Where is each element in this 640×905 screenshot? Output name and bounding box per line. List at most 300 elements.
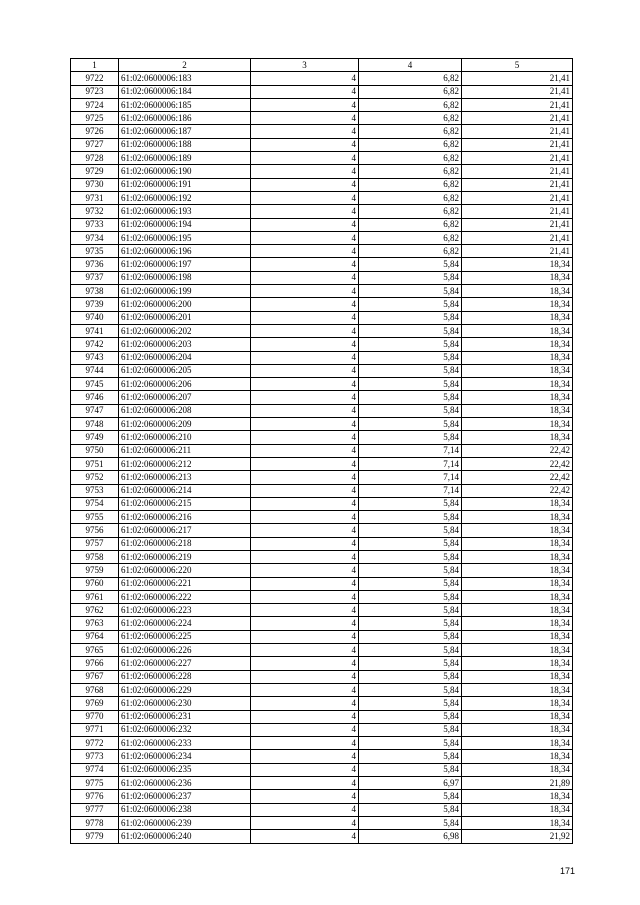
table-cell: 4 xyxy=(251,803,359,816)
table-cell: 4 xyxy=(251,683,359,696)
table-cell: 9722 xyxy=(71,72,119,85)
table-cell: 9730 xyxy=(71,178,119,191)
table-cell: 61:02:0600006:232 xyxy=(119,723,251,736)
table-cell: 61:02:0600006:198 xyxy=(119,271,251,284)
table-row xyxy=(71,338,573,351)
column-header-3: 3 xyxy=(251,59,359,72)
table-cell: 9735 xyxy=(71,245,119,258)
table-cell: 5,84 xyxy=(359,364,462,377)
table-cell: 7,14 xyxy=(359,484,462,497)
table-body xyxy=(71,72,573,843)
table-cell: 22,42 xyxy=(462,457,573,470)
table-cell: 7,14 xyxy=(359,444,462,457)
table-cell: 6,98 xyxy=(359,830,462,843)
table-row xyxy=(71,710,573,723)
table-cell: 9747 xyxy=(71,404,119,417)
table-cell: 9751 xyxy=(71,457,119,470)
table-cell: 6,82 xyxy=(359,218,462,231)
table-cell: 21,41 xyxy=(462,218,573,231)
table-row xyxy=(71,351,573,364)
table-cell: 5,84 xyxy=(359,670,462,683)
table-cell: 18,34 xyxy=(462,511,573,524)
table-cell: 61:02:0600006:207 xyxy=(119,391,251,404)
table-cell: 61:02:0600006:200 xyxy=(119,298,251,311)
table-row xyxy=(71,683,573,696)
table-cell: 9778 xyxy=(71,816,119,829)
table-cell: 18,34 xyxy=(462,351,573,364)
table-cell: 18,34 xyxy=(462,378,573,391)
table-cell: 4 xyxy=(251,218,359,231)
table-cell: 61:02:0600006:217 xyxy=(119,524,251,537)
table-cell: 4 xyxy=(251,697,359,710)
table-row xyxy=(71,737,573,750)
table-cell: 6,97 xyxy=(359,777,462,790)
table-cell: 9761 xyxy=(71,590,119,603)
table-cell: 9727 xyxy=(71,138,119,151)
table-cell: 9746 xyxy=(71,391,119,404)
table-cell: 61:02:0600006:240 xyxy=(119,830,251,843)
table-row xyxy=(71,524,573,537)
table-cell: 9740 xyxy=(71,311,119,324)
table-cell: 7,14 xyxy=(359,471,462,484)
table-cell: 61:02:0600006:212 xyxy=(119,457,251,470)
table-row xyxy=(71,178,573,191)
table-cell: 5,84 xyxy=(359,630,462,643)
table-cell: 5,84 xyxy=(359,258,462,271)
table-cell: 4 xyxy=(251,285,359,298)
table-cell: 9767 xyxy=(71,670,119,683)
table-cell: 5,84 xyxy=(359,351,462,364)
table-cell: 4 xyxy=(251,125,359,138)
table-cell: 18,34 xyxy=(462,697,573,710)
table-cell: 18,34 xyxy=(462,644,573,657)
table-cell: 22,42 xyxy=(462,484,573,497)
table-row xyxy=(71,471,573,484)
table-cell: 61:02:0600006:197 xyxy=(119,258,251,271)
table-row xyxy=(71,138,573,151)
table-cell: 4 xyxy=(251,630,359,643)
table-cell: 18,34 xyxy=(462,364,573,377)
table-cell: 9726 xyxy=(71,125,119,138)
table-cell: 4 xyxy=(251,404,359,417)
table-cell: 9758 xyxy=(71,550,119,563)
table-cell: 5,84 xyxy=(359,298,462,311)
table-cell: 6,82 xyxy=(359,205,462,218)
table-cell: 61:02:0600006:231 xyxy=(119,710,251,723)
table-cell: 4 xyxy=(251,245,359,258)
table-cell: 61:02:0600006:213 xyxy=(119,471,251,484)
table-cell: 4 xyxy=(251,564,359,577)
table-cell: 4 xyxy=(251,72,359,85)
table-cell: 61:02:0600006:194 xyxy=(119,218,251,231)
table-cell: 18,34 xyxy=(462,683,573,696)
table-cell: 9774 xyxy=(71,763,119,776)
table-cell: 6,82 xyxy=(359,178,462,191)
table-cell: 9734 xyxy=(71,231,119,244)
table-cell: 4 xyxy=(251,431,359,444)
table-cell: 18,34 xyxy=(462,617,573,630)
table-cell: 4 xyxy=(251,550,359,563)
table-cell: 61:02:0600006:196 xyxy=(119,245,251,258)
table-cell: 6,82 xyxy=(359,125,462,138)
table-cell: 61:02:0600006:206 xyxy=(119,378,251,391)
table-cell: 21,41 xyxy=(462,138,573,151)
table-cell: 18,34 xyxy=(462,763,573,776)
table-cell: 5,84 xyxy=(359,710,462,723)
table-cell: 9729 xyxy=(71,165,119,178)
table-cell: 18,34 xyxy=(462,590,573,603)
table-cell: 4 xyxy=(251,710,359,723)
table-cell: 5,84 xyxy=(359,697,462,710)
table-cell: 9756 xyxy=(71,524,119,537)
table-row xyxy=(71,112,573,125)
table-row xyxy=(71,364,573,377)
table-cell: 9750 xyxy=(71,444,119,457)
table-cell: 9753 xyxy=(71,484,119,497)
table-row xyxy=(71,617,573,630)
table-cell: 22,42 xyxy=(462,471,573,484)
table-cell: 6,82 xyxy=(359,191,462,204)
table-cell: 5,84 xyxy=(359,418,462,431)
table-cell: 61:02:0600006:209 xyxy=(119,418,251,431)
table-row xyxy=(71,777,573,790)
table-cell: 18,34 xyxy=(462,803,573,816)
table-row xyxy=(71,604,573,617)
table-cell: 9764 xyxy=(71,630,119,643)
table-cell: 61:02:0600006:214 xyxy=(119,484,251,497)
table-row xyxy=(71,537,573,550)
table-cell: 5,84 xyxy=(359,431,462,444)
table-cell: 18,34 xyxy=(462,271,573,284)
page-number: 171 xyxy=(560,866,576,876)
table-cell: 4 xyxy=(251,298,359,311)
table-cell: 9728 xyxy=(71,152,119,165)
table-cell: 6,82 xyxy=(359,112,462,125)
table-cell: 61:02:0600006:193 xyxy=(119,205,251,218)
table-cell: 18,34 xyxy=(462,524,573,537)
table-cell: 4 xyxy=(251,537,359,550)
table-cell: 21,41 xyxy=(462,152,573,165)
table-cell: 4 xyxy=(251,670,359,683)
table-cell: 4 xyxy=(251,577,359,590)
table-cell: 61:02:0600006:236 xyxy=(119,777,251,790)
table-cell: 9772 xyxy=(71,737,119,750)
table-cell: 5,84 xyxy=(359,604,462,617)
table-cell: 4 xyxy=(251,750,359,763)
table-cell: 61:02:0600006:239 xyxy=(119,816,251,829)
table-cell: 61:02:0600006:205 xyxy=(119,364,251,377)
table-cell: 5,84 xyxy=(359,723,462,736)
table-cell: 9732 xyxy=(71,205,119,218)
table-row xyxy=(71,790,573,803)
table-cell: 6,82 xyxy=(359,165,462,178)
table-cell: 61:02:0600006:202 xyxy=(119,324,251,337)
table-cell: 4 xyxy=(251,790,359,803)
table-cell: 4 xyxy=(251,98,359,111)
table-row xyxy=(71,497,573,510)
table-cell: 4 xyxy=(251,152,359,165)
table-cell: 9736 xyxy=(71,258,119,271)
table-cell: 4 xyxy=(251,471,359,484)
table-cell: 18,34 xyxy=(462,790,573,803)
table-cell: 61:02:0600006:204 xyxy=(119,351,251,364)
table-row xyxy=(71,218,573,231)
table-cell: 18,34 xyxy=(462,750,573,763)
table-cell: 21,41 xyxy=(462,231,573,244)
table-cell: 61:02:0600006:189 xyxy=(119,152,251,165)
table-row xyxy=(71,231,573,244)
table-cell: 61:02:0600006:218 xyxy=(119,537,251,550)
table-row xyxy=(71,205,573,218)
table-row xyxy=(71,271,573,284)
table-cell: 4 xyxy=(251,590,359,603)
table-cell: 18,34 xyxy=(462,670,573,683)
table-row xyxy=(71,311,573,324)
table-row xyxy=(71,418,573,431)
table-header-row xyxy=(71,59,573,72)
table-row xyxy=(71,431,573,444)
table-cell: 61:02:0600006:224 xyxy=(119,617,251,630)
table-cell: 9744 xyxy=(71,364,119,377)
table-row xyxy=(71,763,573,776)
table-row xyxy=(71,550,573,563)
table-cell: 9754 xyxy=(71,497,119,510)
table-cell: 9725 xyxy=(71,112,119,125)
table-cell: 21,41 xyxy=(462,112,573,125)
table-row xyxy=(71,750,573,763)
table-cell: 9771 xyxy=(71,723,119,736)
table-cell: 4 xyxy=(251,418,359,431)
table-cell: 5,84 xyxy=(359,683,462,696)
table-row xyxy=(71,564,573,577)
table-cell: 6,82 xyxy=(359,72,462,85)
table-cell: 5,84 xyxy=(359,617,462,630)
table-cell: 4 xyxy=(251,816,359,829)
table-cell: 18,34 xyxy=(462,723,573,736)
table-row xyxy=(71,511,573,524)
column-header-1: 1 xyxy=(71,59,119,72)
table-cell: 9738 xyxy=(71,285,119,298)
table-cell: 9723 xyxy=(71,85,119,98)
table-row xyxy=(71,285,573,298)
table-row xyxy=(71,125,573,138)
table-cell: 61:02:0600006:188 xyxy=(119,138,251,151)
table-cell: 5,84 xyxy=(359,763,462,776)
table-cell: 5,84 xyxy=(359,271,462,284)
table-cell: 61:02:0600006:219 xyxy=(119,550,251,563)
table-cell: 9737 xyxy=(71,271,119,284)
table-cell: 61:02:0600006:185 xyxy=(119,98,251,111)
table-cell: 18,34 xyxy=(462,630,573,643)
table-cell: 61:02:0600006:195 xyxy=(119,231,251,244)
table-cell: 4 xyxy=(251,457,359,470)
table-cell: 4 xyxy=(251,830,359,843)
table-cell: 4 xyxy=(251,391,359,404)
table-cell: 5,84 xyxy=(359,391,462,404)
table-cell: 61:02:0600006:211 xyxy=(119,444,251,457)
table-cell: 61:02:0600006:234 xyxy=(119,750,251,763)
table-row xyxy=(71,165,573,178)
table-cell: 5,84 xyxy=(359,590,462,603)
table-cell: 4 xyxy=(251,351,359,364)
table-cell: 61:02:0600006:233 xyxy=(119,737,251,750)
table-cell: 22,42 xyxy=(462,444,573,457)
table-row xyxy=(71,723,573,736)
table-cell: 21,41 xyxy=(462,245,573,258)
table-cell: 9759 xyxy=(71,564,119,577)
table-cell: 18,34 xyxy=(462,577,573,590)
table-cell: 4 xyxy=(251,138,359,151)
table-cell: 4 xyxy=(251,85,359,98)
table-cell: 4 xyxy=(251,444,359,457)
table-cell: 9779 xyxy=(71,830,119,843)
table-cell: 9749 xyxy=(71,431,119,444)
table-cell: 9760 xyxy=(71,577,119,590)
table-cell: 61:02:0600006:237 xyxy=(119,790,251,803)
table-cell: 21,41 xyxy=(462,191,573,204)
table-cell: 6,82 xyxy=(359,152,462,165)
table-cell: 21,41 xyxy=(462,178,573,191)
table-cell: 61:02:0600006:208 xyxy=(119,404,251,417)
table-cell: 61:02:0600006:228 xyxy=(119,670,251,683)
table-cell: 9741 xyxy=(71,324,119,337)
table-cell: 18,34 xyxy=(462,657,573,670)
table-cell: 9775 xyxy=(71,777,119,790)
table-cell: 4 xyxy=(251,231,359,244)
table-cell: 61:02:0600006:186 xyxy=(119,112,251,125)
table-cell: 21,41 xyxy=(462,125,573,138)
table-cell: 5,84 xyxy=(359,816,462,829)
table-cell: 61:02:0600006:230 xyxy=(119,697,251,710)
table-cell: 4 xyxy=(251,657,359,670)
table-cell: 6,82 xyxy=(359,85,462,98)
table-cell: 61:02:0600006:203 xyxy=(119,338,251,351)
table-cell: 18,34 xyxy=(462,285,573,298)
table-cell: 9763 xyxy=(71,617,119,630)
table-cell: 18,34 xyxy=(462,737,573,750)
table-cell: 5,84 xyxy=(359,338,462,351)
table-cell: 4 xyxy=(251,324,359,337)
table-cell: 9770 xyxy=(71,710,119,723)
table-row xyxy=(71,630,573,643)
table-cell: 4 xyxy=(251,604,359,617)
table-cell: 18,34 xyxy=(462,298,573,311)
table-row xyxy=(71,830,573,843)
table-cell: 5,84 xyxy=(359,644,462,657)
table-cell: 61:02:0600006:226 xyxy=(119,644,251,657)
table-cell: 6,82 xyxy=(359,98,462,111)
table-cell: 9765 xyxy=(71,644,119,657)
table-cell: 9762 xyxy=(71,604,119,617)
table-cell: 4 xyxy=(251,205,359,218)
table-cell: 5,84 xyxy=(359,378,462,391)
table-cell: 18,34 xyxy=(462,311,573,324)
table-cell: 61:02:0600006:215 xyxy=(119,497,251,510)
table-cell: 18,34 xyxy=(462,537,573,550)
table-cell: 21,41 xyxy=(462,72,573,85)
table-row xyxy=(71,577,573,590)
table-cell: 4 xyxy=(251,112,359,125)
table-cell: 9776 xyxy=(71,790,119,803)
table-row xyxy=(71,72,573,85)
table-cell: 4 xyxy=(251,777,359,790)
table-cell: 5,84 xyxy=(359,524,462,537)
table-cell: 5,84 xyxy=(359,285,462,298)
table-cell: 9757 xyxy=(71,537,119,550)
table-cell: 61:02:0600006:184 xyxy=(119,85,251,98)
table-cell: 4 xyxy=(251,617,359,630)
data-table xyxy=(70,58,573,844)
table-cell: 5,84 xyxy=(359,311,462,324)
table-cell: 5,84 xyxy=(359,750,462,763)
table-cell: 9773 xyxy=(71,750,119,763)
table-cell: 18,34 xyxy=(462,431,573,444)
table-cell: 5,84 xyxy=(359,577,462,590)
table-cell: 61:02:0600006:221 xyxy=(119,577,251,590)
table-cell: 61:02:0600006:225 xyxy=(119,630,251,643)
table-cell: 18,34 xyxy=(462,816,573,829)
column-header-5: 5 xyxy=(462,59,573,72)
table-row xyxy=(71,803,573,816)
table-cell: 4 xyxy=(251,364,359,377)
table-cell: 5,84 xyxy=(359,550,462,563)
table-cell: 21,89 xyxy=(462,777,573,790)
table-cell: 9731 xyxy=(71,191,119,204)
table-row xyxy=(71,484,573,497)
table-cell: 6,82 xyxy=(359,138,462,151)
table-row xyxy=(71,191,573,204)
table-cell: 4 xyxy=(251,191,359,204)
table-row xyxy=(71,378,573,391)
table-row xyxy=(71,298,573,311)
table-cell: 61:02:0600006:238 xyxy=(119,803,251,816)
table-cell: 5,84 xyxy=(359,803,462,816)
table-row xyxy=(71,697,573,710)
table-cell: 18,34 xyxy=(462,324,573,337)
table-row xyxy=(71,670,573,683)
table-cell: 4 xyxy=(251,178,359,191)
table-cell: 4 xyxy=(251,737,359,750)
table-cell: 61:02:0600006:227 xyxy=(119,657,251,670)
table-cell: 61:02:0600006:199 xyxy=(119,285,251,298)
table-cell: 9739 xyxy=(71,298,119,311)
table-row xyxy=(71,404,573,417)
table-row xyxy=(71,657,573,670)
table-cell: 7,14 xyxy=(359,457,462,470)
table-cell: 18,34 xyxy=(462,550,573,563)
table-row xyxy=(71,444,573,457)
table-cell: 4 xyxy=(251,484,359,497)
table-cell: 5,84 xyxy=(359,511,462,524)
table-cell: 4 xyxy=(251,511,359,524)
table-cell: 61:02:0600006:222 xyxy=(119,590,251,603)
table-cell: 4 xyxy=(251,165,359,178)
table-cell: 18,34 xyxy=(462,338,573,351)
table-row xyxy=(71,590,573,603)
table-row xyxy=(71,457,573,470)
table-row xyxy=(71,816,573,829)
table-cell: 21,41 xyxy=(462,98,573,111)
table-cell: 4 xyxy=(251,271,359,284)
table-cell: 18,34 xyxy=(462,391,573,404)
table-cell: 18,34 xyxy=(462,258,573,271)
table-cell: 18,34 xyxy=(462,710,573,723)
table-cell: 9724 xyxy=(71,98,119,111)
column-header-2: 2 xyxy=(119,59,251,72)
table-cell: 9777 xyxy=(71,803,119,816)
table-cell: 9768 xyxy=(71,683,119,696)
table-cell: 18,34 xyxy=(462,404,573,417)
